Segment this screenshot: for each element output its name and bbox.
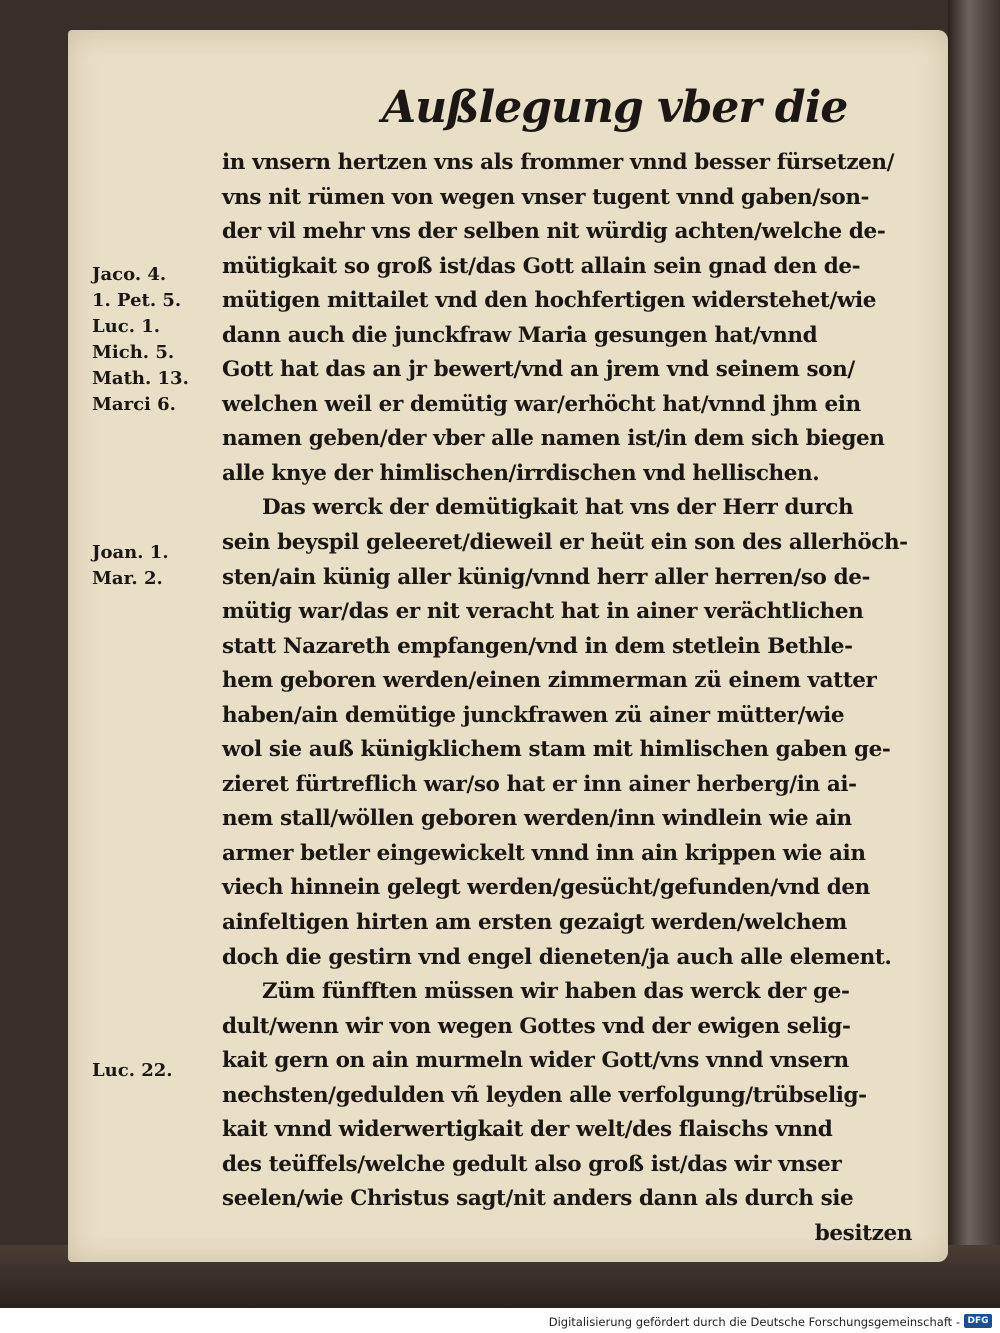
book-edge-right (948, 0, 1000, 1308)
dfg-logo: DFG (964, 1314, 992, 1328)
text-line: wol sie auß künigklichem stam mit himlischen gaben ge- (222, 737, 891, 763)
margin-note: Math. 13. (92, 368, 189, 389)
text-line: viech hinnein gelegt werden/gesücht/gefunden/vnd den (222, 875, 870, 901)
text-line: mütigen mittailet vnd den hochfertigen widerstehet/wie (222, 288, 877, 314)
text-line: namen geben/der vber alle namen ist/in dem sich biegen (222, 426, 885, 452)
margin-notes-bottom (92, 1058, 212, 1084)
text-line: Das werck der demütigkait hat vns der Herr durch (262, 495, 854, 521)
footer-credit: Digitalisierung gefördert durch die Deutsche Forschungsgemeinschaft - (548, 1315, 960, 1329)
margin-note: Jaco. 4. (92, 264, 167, 285)
text-line: in vnsern hertzen vns als frommer vnnd besser fürsetzen/ (222, 150, 895, 175)
text-line: welchen weil er demütig war/erhöcht hat/vnnd jhm ein (222, 391, 861, 417)
margin-note: 1. Pet. 5. (92, 290, 182, 311)
body-text (222, 146, 922, 1252)
text-line: dann auch die junckfraw Maria gesungen hat/vnnd (222, 322, 818, 348)
margin-note: Luc. 1. (92, 316, 161, 337)
text-line: besitzen (814, 1220, 912, 1246)
text-line: seelen/wie Christus sagt/nit anders dann als durch sie (222, 1186, 854, 1212)
text-line: kait vnnd widerwertigkait der welt/des flaischs vnnd (222, 1117, 833, 1143)
text-line: alle knye der himlischen/irrdischen vnd hellischen. (222, 460, 820, 486)
text-line: statt Nazareth empfangen/vnd in dem stetlein Bethle- (222, 633, 853, 659)
text-line: mütigkait so groß ist/das Gott allain sein gnad den de- (222, 253, 861, 279)
text-line: ainfeltigen hirten am ersten gezaigt werden/welchem (222, 910, 847, 936)
text-line: vns nit rümen von wegen vnser tugent vnnd gaben/son- (222, 184, 870, 210)
text-line: Gott hat das an jr bewert/vnd an jrem vnd seinem son/ (222, 357, 855, 383)
text-line: Züm fünfften müssen wir haben das werck der ge- (262, 979, 850, 1005)
running-head: Außlegung vber die (382, 82, 848, 133)
text-line: nem stall/wöllen geboren werden/inn windlein wie ain (222, 806, 852, 832)
text-line: dult/wenn wir von wegen Gottes vnd der ewigen selig- (222, 1013, 851, 1039)
text-line: kait gern on ain murmeln wider Gott/vns vnnd vnsern (222, 1048, 849, 1074)
margin-note: Luc. 22. (92, 1060, 173, 1081)
text-line: hem geboren werden/einen zimmerman zü einem vatter (222, 668, 877, 694)
margin-note: Mich. 5. (92, 342, 175, 363)
text-line: doch die gestirn vnd engel dieneten/ja auch alle element. (222, 944, 892, 970)
text-line: zieret fürtreflich war/so hat er inn ainer herberg/in ai- (222, 771, 857, 797)
text-line: nechsten/gedulden vñ leyden alle verfolgung/trübselig- (222, 1082, 867, 1108)
margin-note: Marci 6. (92, 394, 176, 415)
text-line: sten/ain künig aller künig/vnnd herr aller herren/so de- (222, 564, 871, 590)
text-line: sein beyspil geleeret/dieweil er heüt ein son des allerhöch- (222, 530, 908, 556)
text-line: der vil mehr vns der selben nit würdig achten/welche de- (222, 219, 886, 245)
text-line: des teüffels/welche gedult also groß ist/das wir vnser (222, 1151, 842, 1177)
text-line: haben/ain demütige junckfrawen zü ainer mütter/wie (222, 702, 845, 728)
margin-note: Mar. 2. (92, 568, 163, 589)
text-line: mütig war/das er nit veracht hat in ainer verächtlichen (222, 599, 864, 625)
margin-notes-top (92, 262, 212, 418)
margin-notes-middle (92, 540, 212, 592)
margin-note: Joan. 1. (92, 542, 169, 563)
text-line: armer betler eingewickelt vnnd inn ain krippen wie ain (222, 840, 866, 866)
